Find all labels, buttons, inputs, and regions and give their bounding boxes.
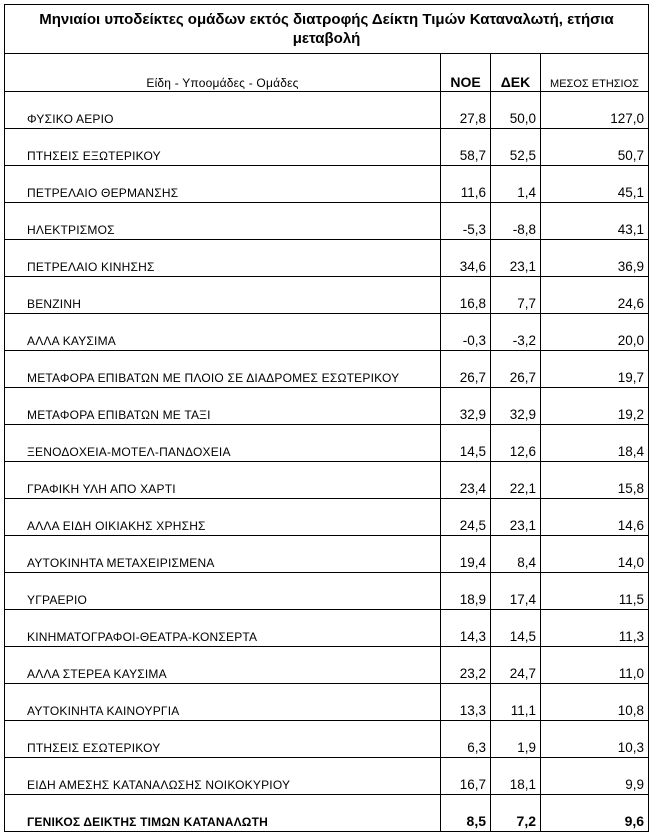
cpi-table-container: [4, 4, 648, 832]
nov-value-cell: 27,8: [441, 92, 491, 129]
table-title: Μηνιαίοι υποδείκτες ομάδων εκτός διατροφής Δείκτη Τιμών Καταναλωτή, ετήσια μεταβολή: [5, 5, 649, 54]
avg-value-cell: 45,1: [541, 166, 649, 203]
avg-value-cell: 24,6: [541, 277, 649, 314]
item-name-cell: ΚΙΝΗΜΑΤΟΓΡΑΦΟΙ-ΘΕΑΤΡΑ-ΚΟΝΣΕΡΤΑ: [5, 610, 441, 647]
dec-value-cell: 7,2: [491, 795, 541, 832]
dec-value-cell: -8,8: [491, 203, 541, 240]
cpi-table: [4, 4, 649, 832]
table-row: [5, 647, 649, 684]
nov-value-cell: 26,7: [441, 351, 491, 388]
item-name-cell: ΓΡΑΦΙΚΗ ΥΛΗ ΑΠΟ ΧΑΡΤΙ: [5, 462, 441, 499]
nov-value-cell: 8,5: [441, 795, 491, 832]
dec-value-cell: 8,4: [491, 536, 541, 573]
nov-value-cell: 11,6: [441, 166, 491, 203]
table-row: [5, 499, 649, 536]
column-header-item: Είδη - Υποομάδες - Ομάδες: [5, 54, 441, 92]
dec-value-cell: 17,4: [491, 573, 541, 610]
table-row: [5, 536, 649, 573]
nov-value-cell: -5,3: [441, 203, 491, 240]
item-name-cell: ΓΕΝΙΚΟΣ ΔΕΙΚΤΗΣ ΤΙΜΩΝ ΚΑΤΑΝΑΛΩΤΗ: [5, 795, 441, 832]
nov-value-cell: 58,7: [441, 129, 491, 166]
dec-value-cell: 23,1: [491, 240, 541, 277]
column-header-dec: ΔΕΚ: [491, 54, 541, 92]
avg-value-cell: 14,6: [541, 499, 649, 536]
item-name-cell: ΥΓΡΑΕΡΙΟ: [5, 573, 441, 610]
avg-value-cell: 19,2: [541, 388, 649, 425]
avg-value-cell: 11,0: [541, 647, 649, 684]
avg-value-cell: 127,0: [541, 92, 649, 129]
nov-value-cell: 19,4: [441, 536, 491, 573]
avg-value-cell: 50,7: [541, 129, 649, 166]
nov-value-cell: 24,5: [441, 499, 491, 536]
column-header-avg: ΜΕΣΟΣ ΕΤΗΣΙΟΣ: [541, 54, 649, 92]
table-row: [5, 277, 649, 314]
dec-value-cell: 52,5: [491, 129, 541, 166]
nov-value-cell: -0,3: [441, 314, 491, 351]
avg-value-cell: 14,0: [541, 536, 649, 573]
table-row: [5, 92, 649, 129]
nov-value-cell: 34,6: [441, 240, 491, 277]
nov-value-cell: 23,4: [441, 462, 491, 499]
item-name-cell: ΑΛΛΑ ΕΙΔΗ ΟΙΚΙΑΚΗΣ ΧΡΗΣΗΣ: [5, 499, 441, 536]
table-row: [5, 425, 649, 462]
table-row: [5, 610, 649, 647]
avg-value-cell: 43,1: [541, 203, 649, 240]
table-row: [5, 240, 649, 277]
table-title-row: [5, 5, 649, 54]
avg-value-cell: 11,3: [541, 610, 649, 647]
item-name-cell: ΠΕΤΡΕΛΑΙΟ ΘΕΡΜΑΝΣΗΣ: [5, 166, 441, 203]
table-row: [5, 684, 649, 721]
item-name-cell: ΑΛΛΑ ΚΑΥΣΙΜΑ: [5, 314, 441, 351]
nov-value-cell: 16,7: [441, 758, 491, 795]
item-name-cell: ΜΕΤΑΦΟΡΑ ΕΠΙΒΑΤΩΝ ΜΕ ΤΑΞΙ: [5, 388, 441, 425]
table-row: [5, 351, 649, 388]
dec-value-cell: 23,1: [491, 499, 541, 536]
avg-value-cell: 18,4: [541, 425, 649, 462]
table-row: [5, 388, 649, 425]
item-name-cell: ΦΥΣΙΚΟ ΑΕΡΙΟ: [5, 92, 441, 129]
item-name-cell: ΠΕΤΡΕΛΑΙΟ ΚΙΝΗΣΗΣ: [5, 240, 441, 277]
header-row: [5, 54, 649, 92]
item-name-cell: ΠΤΗΣΕΙΣ ΕΞΩΤΕΡΙΚΟΥ: [5, 129, 441, 166]
table-row: [5, 758, 649, 795]
table-row: [5, 203, 649, 240]
item-name-cell: ΞΕΝΟΔΟΧΕΙΑ-ΜΟΤΕΛ-ΠΑΝΔΟΧΕΙΑ: [5, 425, 441, 462]
item-name-cell: ΜΕΤΑΦΟΡΑ ΕΠΙΒΑΤΩΝ ΜΕ ΠΛΟΙΟ ΣΕ ΔΙΑΔΡΟΜΕΣ ΕΣΩΤΕΡΙΚΟΥ: [5, 351, 441, 388]
dec-value-cell: 50,0: [491, 92, 541, 129]
dec-value-cell: 32,9: [491, 388, 541, 425]
avg-value-cell: 19,7: [541, 351, 649, 388]
dec-value-cell: 24,7: [491, 647, 541, 684]
nov-value-cell: 14,5: [441, 425, 491, 462]
table-row: [5, 314, 649, 351]
table-row: [5, 129, 649, 166]
dec-value-cell: 22,1: [491, 462, 541, 499]
dec-value-cell: 18,1: [491, 758, 541, 795]
nov-value-cell: 18,9: [441, 573, 491, 610]
nov-value-cell: 23,2: [441, 647, 491, 684]
table-row: [5, 721, 649, 758]
dec-value-cell: 12,6: [491, 425, 541, 462]
table-row: [5, 573, 649, 610]
item-name-cell: ΑΥΤΟΚΙΝΗΤΑ ΜΕΤΑΧΕΙΡΙΣΜΕΝΑ: [5, 536, 441, 573]
item-name-cell: ΕΙΔΗ ΑΜΕΣΗΣ ΚΑΤΑΝΑΛΩΣΗΣ ΝΟΙΚΟΚΥΡΙΟΥ: [5, 758, 441, 795]
avg-value-cell: 10,3: [541, 721, 649, 758]
avg-value-cell: 15,8: [541, 462, 649, 499]
dec-value-cell: -3,2: [491, 314, 541, 351]
avg-value-cell: 36,9: [541, 240, 649, 277]
dec-value-cell: 1,4: [491, 166, 541, 203]
nov-value-cell: 32,9: [441, 388, 491, 425]
nov-value-cell: 14,3: [441, 610, 491, 647]
avg-value-cell: 10,8: [541, 684, 649, 721]
avg-value-cell: 9,6: [541, 795, 649, 832]
nov-value-cell: 13,3: [441, 684, 491, 721]
avg-value-cell: 9,9: [541, 758, 649, 795]
avg-value-cell: 11,5: [541, 573, 649, 610]
dec-value-cell: 14,5: [491, 610, 541, 647]
item-name-cell: ΠΤΗΣΕΙΣ ΕΣΩΤΕΡΙΚΟΥ: [5, 721, 441, 758]
item-name-cell: ΗΛΕΚΤΡΙΣΜΟΣ: [5, 203, 441, 240]
dec-value-cell: 11,1: [491, 684, 541, 721]
dec-value-cell: 26,7: [491, 351, 541, 388]
total-row: [5, 795, 649, 832]
item-name-cell: ΒΕΝΖΙΝΗ: [5, 277, 441, 314]
nov-value-cell: 16,8: [441, 277, 491, 314]
dec-value-cell: 1,9: [491, 721, 541, 758]
table-row: [5, 462, 649, 499]
table-row: [5, 166, 649, 203]
avg-value-cell: 20,0: [541, 314, 649, 351]
dec-value-cell: 7,7: [491, 277, 541, 314]
nov-value-cell: 6,3: [441, 721, 491, 758]
item-name-cell: ΑΥΤΟΚΙΝΗΤΑ ΚΑΙΝΟΥΡΓΙΑ: [5, 684, 441, 721]
column-header-nov: ΝΟΕ: [441, 54, 491, 92]
item-name-cell: ΑΛΛΑ ΣΤΕΡΕΑ ΚΑΥΣΙΜΑ: [5, 647, 441, 684]
